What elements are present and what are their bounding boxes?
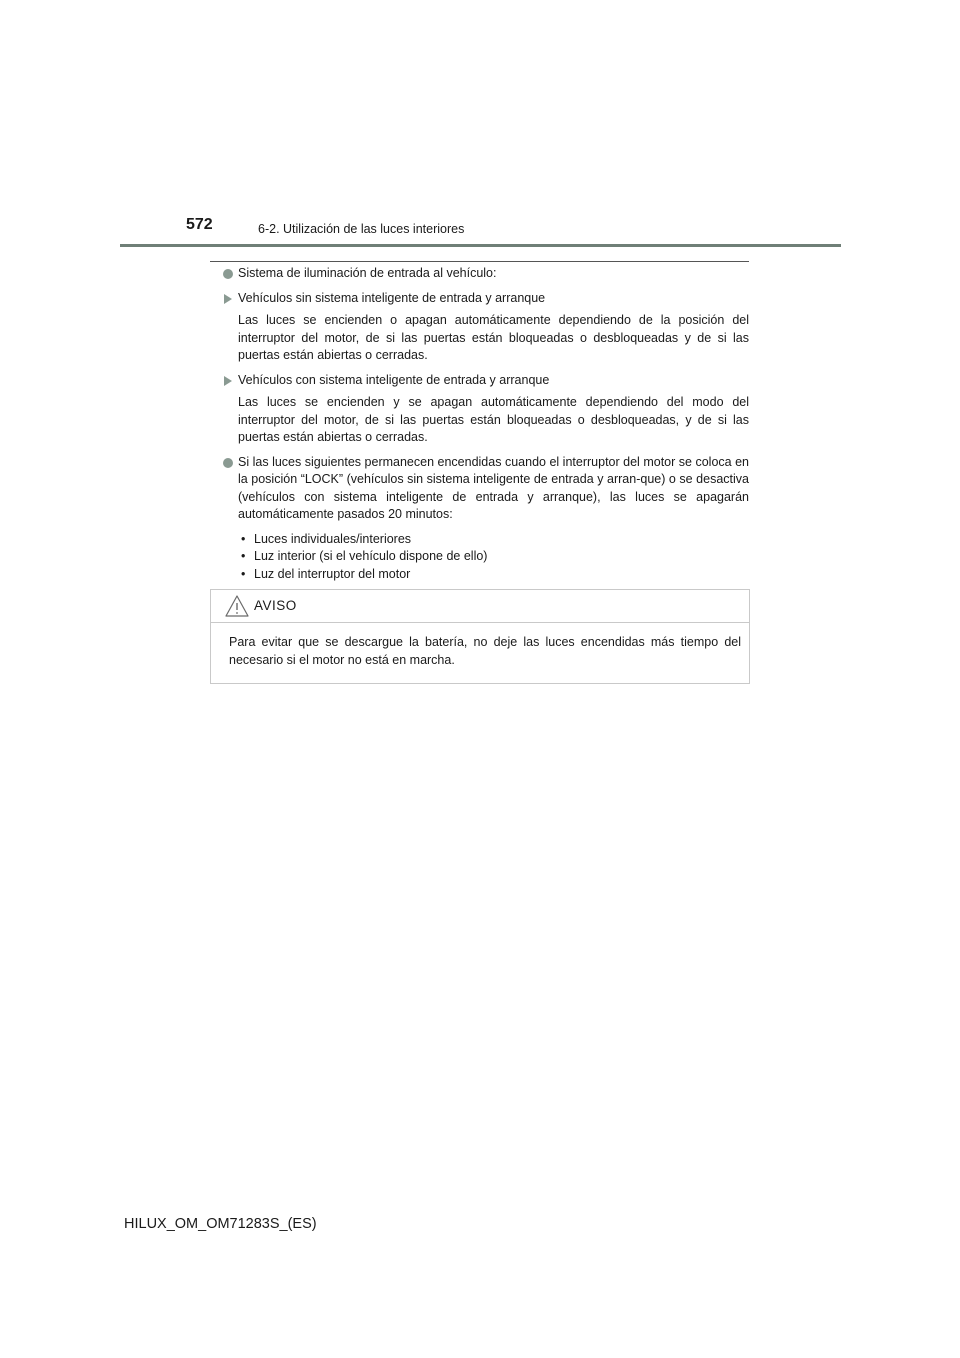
sub-heading-text: Vehículos con sistema inteligente de entrada y arranque [238, 372, 550, 387]
list-item: • Luces individuales/interiores [238, 531, 749, 549]
bullet-dot-icon [223, 269, 233, 279]
content [222, 265, 749, 583]
section-title: 6-2. Utilización de las luces interiores [258, 222, 465, 236]
arrow-right-icon [224, 376, 232, 386]
lights-list [238, 531, 749, 584]
header-rule [120, 244, 841, 247]
notice-header [211, 590, 749, 623]
bullet-auto-off-text: Si las luces siguientes permanecen encendidas cuando el interruptor del motor se coloca en la posición “LOCK” (vehículos sin sistema inteligente de entrada y arran-que) o se desactiva (vehículos con sistema inteligente de entrada y arranque), las luces se apagarán automáticamente pasados 20 minutos: [238, 454, 749, 521]
notice-box [210, 589, 750, 684]
page-number: 572 [186, 216, 213, 233]
paragraph-no-smart-entry: Las luces se encienden o apagan automáticamente dependiendo de la posición del interruptor del motor, de si las puertas están bloqueadas o desbloqueadas y de si las puertas están abiertas o cerradas. [238, 313, 749, 362]
notice-text: Para evitar que se descargue la batería, no deje las luces encendidas más tiempo del necesario si el motor no está en marcha. [229, 635, 741, 667]
bullet-title: Sistema de iluminación de entrada al vehículo: [238, 266, 497, 280]
bullet-dot-icon [223, 458, 233, 468]
sub-heading-no-smart-entry [222, 290, 749, 308]
content-divider [210, 261, 749, 262]
list-item: • Luz del interruptor del motor [238, 566, 749, 584]
notice-title: AVISO [254, 598, 297, 613]
sub-heading-smart-entry [222, 372, 749, 390]
arrow-right-icon [224, 294, 232, 304]
sub-heading-text: Vehículos sin sistema inteligente de entrada y arranque [238, 290, 546, 305]
footer-doc-id: HILUX_OM_OM71283S_(ES) [124, 1216, 317, 1232]
bullet-entry-lighting [222, 265, 749, 447]
list-item: • Luz interior (si el vehículo dispone de ello) [238, 548, 749, 566]
bullet-auto-off [222, 454, 749, 584]
warning-triangle-icon [225, 594, 249, 618]
paragraph-smart-entry: Las luces se encienden y se apagan automáticamente dependiendo del modo del interruptor del motor, de si las puertas están bloqueadas o desbloqueadas, y de si las puertas están abiertas o cerradas. [238, 395, 749, 444]
